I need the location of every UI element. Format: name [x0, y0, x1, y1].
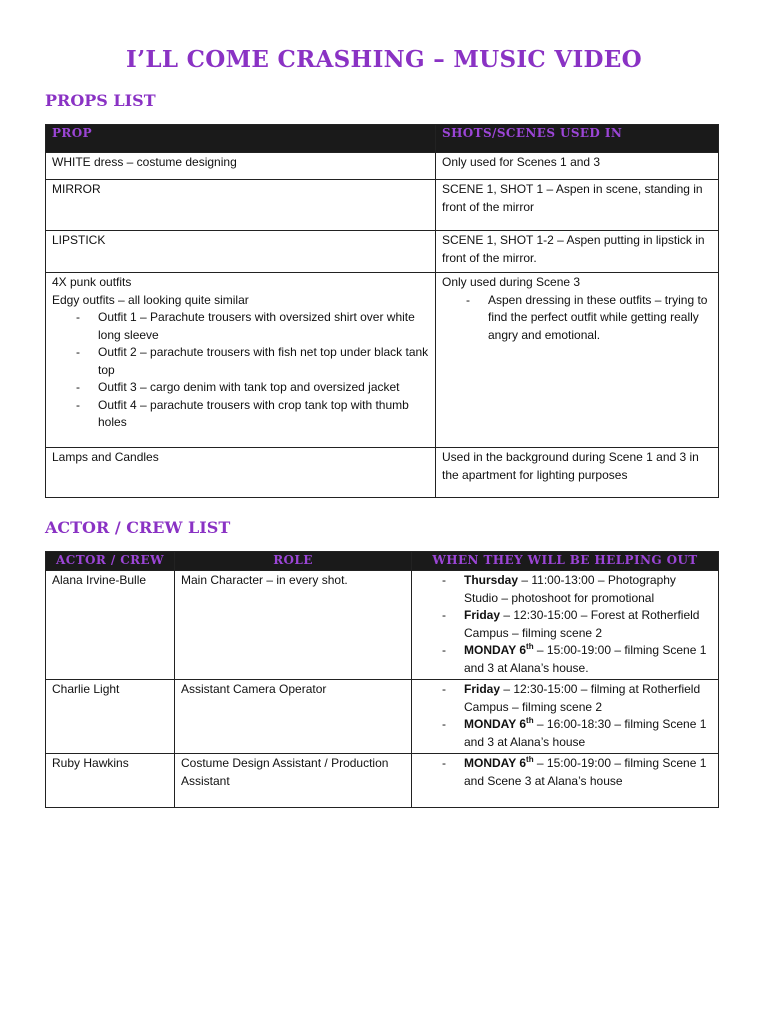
- table-row: [46, 180, 719, 231]
- scenes-line: Only used during Scene 3: [442, 275, 581, 289]
- list-item: [418, 716, 712, 751]
- props-table: [45, 124, 719, 498]
- schedule-day-suffix: th: [526, 716, 534, 725]
- schedule-text: – 15:00-19:00 – filming Scene 1 and Scene 3 at Alana’s house: [464, 756, 707, 788]
- props-header-row: [46, 125, 719, 153]
- schedule-list: [418, 681, 712, 751]
- prop-line: Edgy outfits – all looking quite similar: [52, 292, 249, 307]
- list-item: - Outfit 3 – cargo denim with tank top and oversized jacket: [52, 379, 429, 397]
- table-row: [46, 153, 719, 180]
- prop-cell: Lamps and Candles: [46, 448, 436, 498]
- prop-cell: WHITE dress – costume designing: [46, 153, 436, 180]
- props-col-prop: PROP: [46, 125, 436, 153]
- prop-line: 4X punk outfits: [52, 275, 132, 289]
- role-cell: Costume Design Assistant / Production Assistant: [175, 754, 412, 808]
- scenes-cell: SCENE 1, SHOT 1-2 – Aspen putting in lipstick in front of the mirror.: [436, 231, 719, 273]
- schedule-day: Thursday: [464, 573, 519, 587]
- scenes-list: [442, 292, 712, 345]
- table-row: [46, 448, 719, 498]
- schedule-text: – 12:30-15:00 – Forest at Rotherfield Campus – filming scene 2: [464, 608, 700, 640]
- actor-cell: Charlie Light: [46, 680, 175, 754]
- schedule-day-suffix: th: [526, 642, 534, 651]
- table-row: [46, 680, 719, 754]
- list-item: [418, 642, 712, 677]
- prop-cell: MIRROR: [46, 180, 436, 231]
- schedule-day: MONDAY 6: [464, 643, 527, 657]
- list-item: - Outfit 2 – parachute trousers with fish net top under black tank top: [52, 344, 429, 379]
- list-item: [418, 607, 712, 642]
- schedule-day: Friday: [464, 682, 501, 696]
- schedule-text: – 15:00-19:00 – filming Scene 1 and 3 at Alana’s house.: [464, 643, 707, 675]
- list-item: - Aspen dressing in these outfits – trying to find the perfect outfit while getting really angry and emotional.: [442, 292, 712, 345]
- prop-cell: [46, 273, 436, 448]
- list-item: - Outfit 4 – parachute trousers with crop tank top with thumb holes: [52, 397, 429, 432]
- schedule-text: – 12:30-15:00 – filming at Rotherfield Campus – filming scene 2: [464, 682, 701, 714]
- scenes-cell: SCENE 1, SHOT 1 – Aspen in scene, standing in front of the mirror: [436, 180, 719, 231]
- crew-col-role: ROLE: [175, 552, 412, 571]
- table-row: [46, 273, 719, 448]
- scenes-cell: Only used for Scenes 1 and 3: [436, 153, 719, 180]
- role-cell: Main Character – in every shot.: [175, 571, 412, 680]
- list-item: [418, 755, 712, 790]
- schedule-day: MONDAY 6: [464, 756, 527, 770]
- list-item: - Outfit 1 – Parachute trousers with oversized shirt over white long sleeve: [52, 309, 429, 344]
- crew-col-actor: ACTOR / CREW: [46, 552, 175, 571]
- document-title: I’LL COME CRASHING – MUSIC VIDEO: [126, 46, 642, 73]
- schedule-list: [418, 572, 712, 677]
- schedule-day-suffix: th: [526, 755, 534, 764]
- props-col-scenes: SHOTS/SCENES USED IN: [436, 125, 719, 153]
- props-list-heading: PROPS LIST: [45, 91, 156, 110]
- outfit-list: [52, 309, 429, 432]
- table-row: [46, 571, 719, 680]
- schedule-cell: [412, 754, 719, 808]
- crew-col-when: WHEN THEY WILL BE HELPING OUT: [412, 552, 719, 571]
- schedule-day: Friday: [464, 608, 501, 622]
- actor-cell: Alana Irvine-Bulle: [46, 571, 175, 680]
- role-cell: Assistant Camera Operator: [175, 680, 412, 754]
- schedule-day: MONDAY 6: [464, 717, 527, 731]
- actor-cell: Ruby Hawkins: [46, 754, 175, 808]
- table-row: [46, 754, 719, 808]
- list-item: [418, 681, 712, 716]
- table-row: [46, 231, 719, 273]
- crew-header-row: [46, 552, 719, 571]
- schedule-cell: [412, 680, 719, 754]
- schedule-text: – 11:00-13:00 – Photography Studio – photoshoot for promotional: [464, 573, 676, 605]
- crew-list-heading: ACTOR / CREW LIST: [45, 518, 231, 537]
- prop-cell: LIPSTICK: [46, 231, 436, 273]
- schedule-list: [418, 755, 712, 790]
- schedule-text: – 16:00-18:30 – filming Scene 1 and 3 at Alana’s house: [464, 717, 707, 749]
- crew-table: [45, 551, 719, 808]
- list-item: [418, 572, 712, 607]
- schedule-cell: [412, 571, 719, 680]
- scenes-cell: Used in the background during Scene 1 and 3 in the apartment for lighting purposes: [436, 448, 719, 498]
- scenes-cell: [436, 273, 719, 448]
